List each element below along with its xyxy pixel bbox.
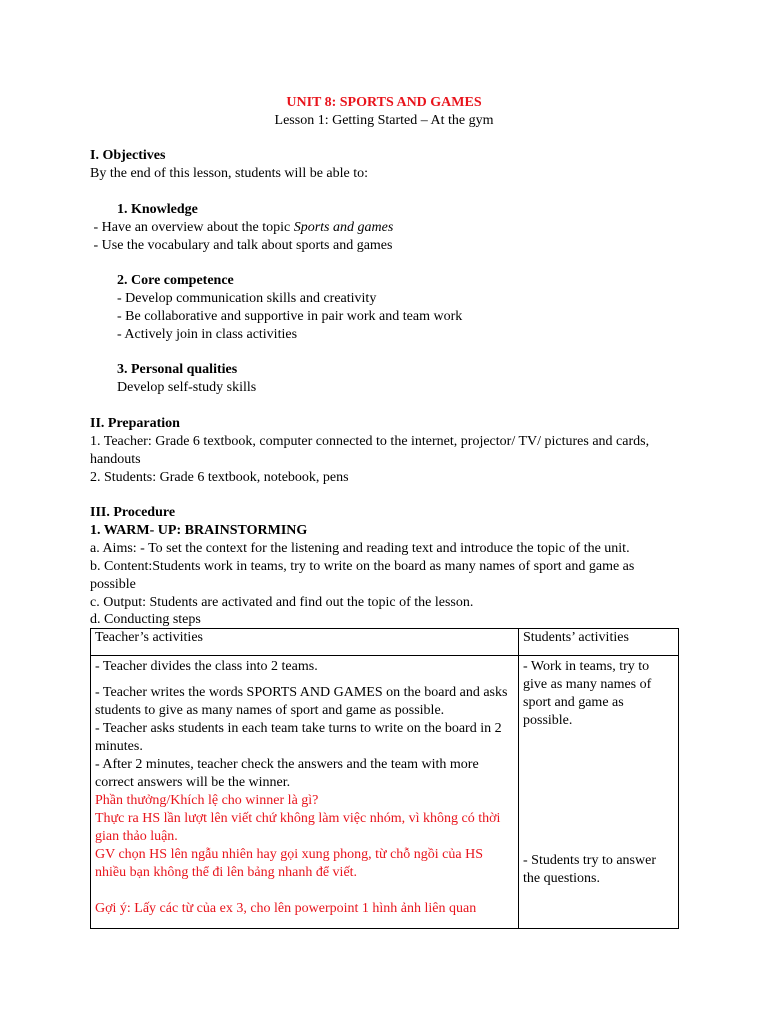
knowledge-item-1-italic: Sports and games — [293, 220, 394, 235]
knowledge-heading: 1. Knowledge — [117, 202, 198, 217]
teacher-note-red: Phần thưởng/Khích lệ cho winner là gì? — [95, 793, 319, 808]
objectives-heading: I. Objectives — [90, 148, 166, 163]
student-step: - Work in teams, try to give as many names of sport and game as possible. — [523, 659, 652, 728]
knowledge-item-1-text: - Have an overview about the topic — [90, 220, 294, 235]
core-heading: 2. Core competence — [117, 273, 234, 288]
teacher-note-red: Gợi ý: Lấy các từ của ex 3, cho lên powerpoint 1 hình ảnh liên quan — [95, 901, 477, 916]
teacher-step: - Teacher writes the words SPORTS AND GAMES on the board and asks students to give as many names of sport and game as possible. — [95, 685, 508, 718]
preparation-teacher: 1. Teacher: Grade 6 textbook, computer connected to the internet, projector/ TV/ pictures and cards, handouts — [90, 434, 650, 467]
aims-text: a. Aims: - To set the context for the listening and reading text and introduce the topic of the unit. — [90, 541, 630, 556]
core-item: - Develop communication skills and creativity — [117, 291, 377, 306]
activities-table — [90, 628, 679, 929]
preparation-heading: II. Preparation — [90, 416, 180, 431]
core-item: - Be collaborative and supportive in pair work and team work — [117, 309, 463, 324]
teacher-step: - After 2 minutes, teacher check the answers and the team with more correct answers will be the winner. — [95, 757, 479, 790]
teacher-step: - Teacher asks students in each team take turns to write on the board in 2 minutes. — [95, 721, 502, 754]
knowledge-item-2: - Use the vocabulary and talk about sports and games — [90, 238, 393, 253]
conducting-steps: d. Conducting steps — [90, 612, 201, 627]
procedure-heading: III. Procedure — [90, 505, 176, 520]
students-activities-header: Students’ activities — [519, 629, 679, 656]
personal-text: Develop self-study skills — [117, 380, 257, 395]
preparation-students: 2. Students: Grade 6 textbook, notebook, pens — [90, 470, 349, 485]
teacher-note-red: Thực ra HS lần lượt lên viết chứ không làm việc nhóm, vì không có thời gian thảo luận. — [95, 811, 501, 844]
teacher-activities-cell — [91, 656, 519, 929]
knowledge-item-1 — [90, 219, 690, 237]
objectives-intro: By the end of this lesson, students will be able to: — [90, 166, 369, 181]
lesson-subtitle: Lesson 1: Getting Started – At the gym — [274, 113, 494, 128]
core-item: - Actively join in class activities — [117, 327, 298, 342]
students-activities-cell — [519, 656, 679, 929]
student-step: - Students try to answer the questions. — [523, 853, 656, 886]
table-row — [91, 656, 679, 929]
personal-heading: 3. Personal qualities — [117, 362, 238, 377]
unit-title: UNIT 8: SPORTS AND GAMES — [286, 95, 482, 110]
warmup-heading: 1. WARM- UP: BRAINSTORMING — [90, 523, 308, 538]
table-header-row — [91, 629, 679, 656]
output-text: c. Output: Students are activated and find out the topic of the lesson. — [90, 595, 474, 610]
teacher-note-red: GV chọn HS lên ngẫu nhiên hay gọi xung phong, từ chỗ ngồi của HS nhiều bạn không thể đi lên bảng nhanh để viết. — [95, 847, 484, 880]
teacher-step: - Teacher divides the class into 2 teams. — [95, 659, 318, 674]
teacher-activities-header: Teacher’s activities — [91, 629, 519, 656]
content-text: b. Content:Students work in teams, try to write on the board as many names of sport and game as possible — [90, 559, 635, 592]
